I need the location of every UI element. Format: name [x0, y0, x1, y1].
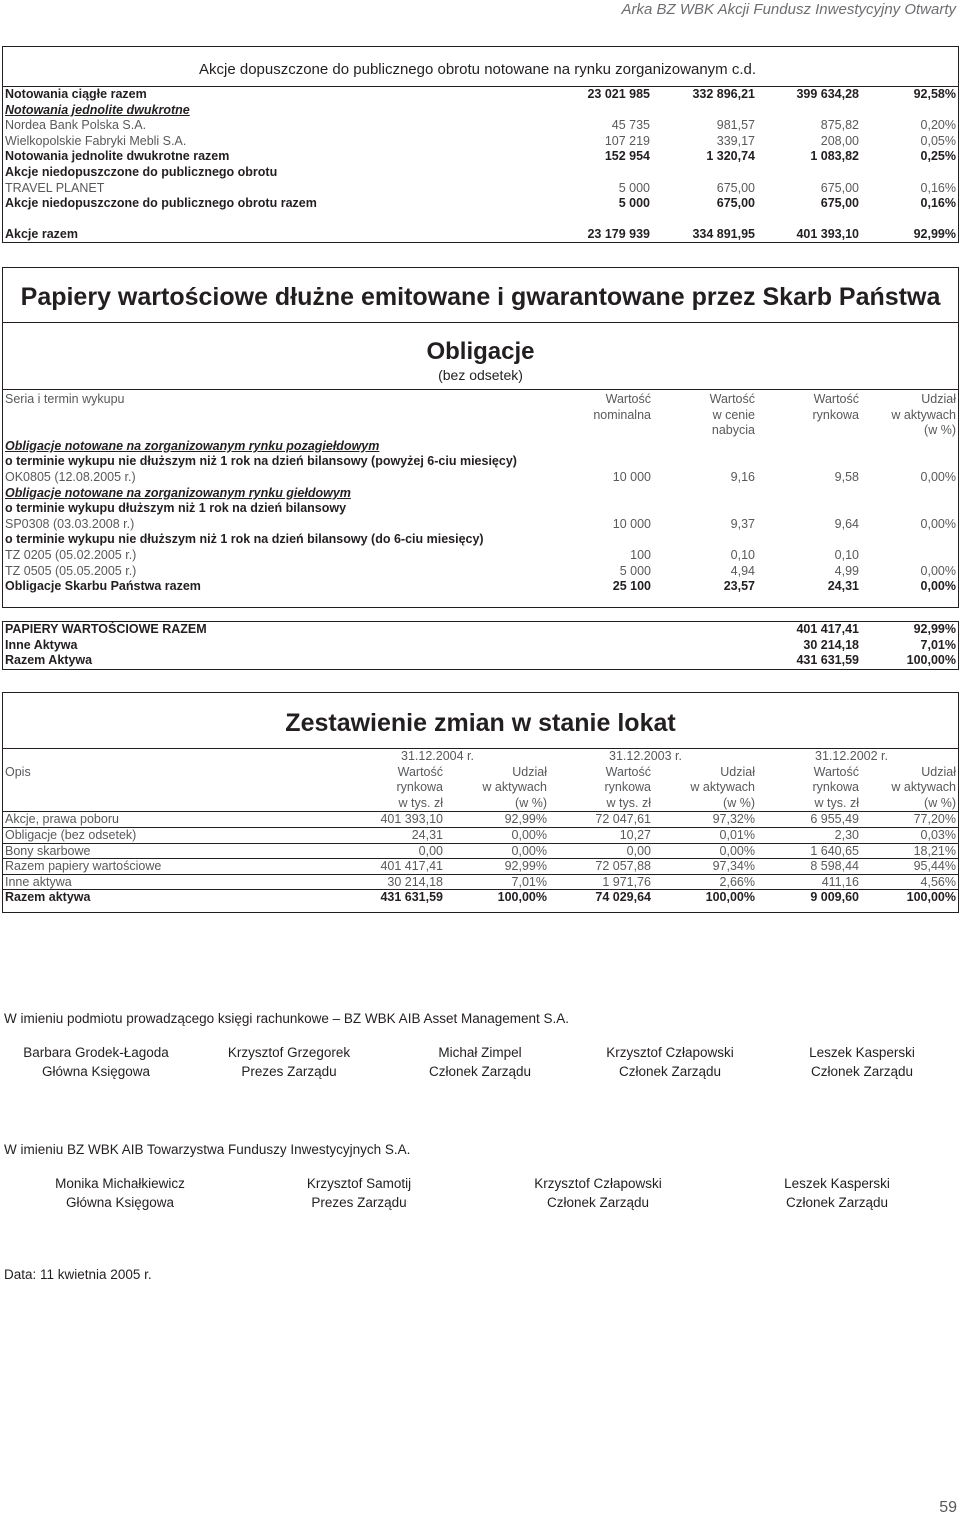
- cell-c2: 981,57: [716, 118, 755, 133]
- total-c2: 334 891,95: [692, 227, 755, 242]
- cell-c4: 0,16%: [920, 180, 956, 195]
- signatory-name: Barbara Grodek-Łagoda: [23, 1045, 169, 1060]
- cell-c3: [755, 454, 859, 470]
- header-cell: (w %): [924, 795, 956, 810]
- bonds-title-box: [2, 267, 959, 323]
- cell-c3: 9,58: [834, 469, 859, 484]
- header-cell: w aktywach: [891, 780, 956, 795]
- equities-caption: Akcje dopuszczone do publicznego obrotu notowane na rynku zorganizowanym c.d.: [199, 61, 757, 78]
- header-cell: [755, 423, 859, 439]
- cell: 72 057,88: [595, 859, 651, 874]
- cell-c1: 5 000: [618, 180, 650, 195]
- signature: [380, 1043, 580, 1081]
- header-cell: nabycia: [711, 423, 755, 438]
- cell-c3: 675,00: [820, 180, 859, 195]
- row-label: Bony skarbowe: [5, 843, 91, 858]
- cell-c3: [755, 103, 859, 119]
- row-label: Razem papiery wartościowe: [5, 859, 162, 874]
- cell: 1 640,65: [810, 843, 859, 858]
- cell-c3: [755, 439, 859, 455]
- cell-c4: [859, 439, 958, 455]
- equities-total-row: [3, 227, 958, 243]
- header-cell: w aktywach: [482, 780, 547, 795]
- header-cell: w tys. zł: [398, 795, 443, 810]
- cell-c1: 10 000: [612, 516, 651, 531]
- cell: 431 631,59: [380, 890, 443, 905]
- cell: 0,00: [418, 843, 443, 858]
- cell: 77,20%: [913, 812, 956, 827]
- row-label: TZ 0505 (05.05.2005 r.): [5, 563, 137, 578]
- signatory-role: Prezes Zarządu: [241, 1064, 337, 1079]
- cell: 92,99%: [504, 812, 547, 827]
- table-row: [3, 501, 958, 517]
- cell-c4: [859, 165, 958, 181]
- signature: [737, 1174, 937, 1212]
- cell: 0,00: [626, 843, 651, 858]
- cell-c3: 875,82: [820, 118, 859, 133]
- cell-c4: 0,00%: [920, 516, 956, 531]
- signatory-role: Członek Zarządu: [810, 1064, 914, 1079]
- cell-c1: [541, 532, 651, 548]
- cell: 4,56%: [920, 874, 956, 889]
- summary-row: [3, 653, 958, 669]
- cell-c3: [755, 165, 859, 181]
- cell-c2: 9,16: [730, 469, 755, 484]
- signatory-role: Członek Zarządu: [428, 1064, 532, 1079]
- row-label: Razem aktywa: [5, 890, 91, 905]
- table-row: [3, 439, 958, 455]
- signatory-role: Członek Zarządu: [618, 1064, 722, 1079]
- row-label: Akcje niedopuszczone do publicznego obrotu: [5, 164, 278, 179]
- header-row: [3, 408, 958, 424]
- signatory-role: Prezes Zarządu: [311, 1195, 407, 1210]
- running-header: Arka BZ WBK Akcji Fundusz Inwestycyjny Otwarty: [621, 1, 956, 18]
- cell-c2: 0,10: [730, 547, 755, 562]
- signature: [20, 1174, 220, 1212]
- summary-row: [3, 638, 958, 654]
- cell-c1: [541, 454, 651, 470]
- row-label: PAPIERY WARTOŚCIOWE RAZEM: [5, 622, 207, 636]
- cell-c4: 0,16%: [920, 196, 956, 211]
- table-row: [3, 118, 958, 134]
- cell-c4: [859, 501, 958, 517]
- signature: [570, 1043, 770, 1081]
- cell-c2: 675,00: [716, 196, 755, 211]
- cell-c2: [650, 103, 755, 119]
- table-row: [3, 454, 958, 470]
- cell-c4: 92,58%: [913, 87, 956, 101]
- header-cell: rynkowa: [812, 780, 859, 795]
- total-c3: 401 393,10: [796, 227, 859, 242]
- cell-c1: 5 000: [618, 196, 650, 211]
- cell: 2,66%: [719, 874, 755, 889]
- header-cell: [3, 780, 339, 796]
- signatory-name: Krzysztof Człapowski: [534, 1176, 662, 1191]
- header-row: [3, 423, 958, 439]
- signatory-name: Krzysztof Grzegorek: [227, 1045, 351, 1060]
- cell: 92,99%: [504, 859, 547, 874]
- header-cell: Udział: [720, 764, 755, 779]
- cell-c3: 675,00: [820, 196, 859, 211]
- header-cell: (w %): [924, 423, 956, 438]
- cell-c1: 10 000: [612, 469, 651, 484]
- row-label: Nordea Bank Polska S.A.: [5, 118, 147, 133]
- row-label: Wielkopolskie Fabryki Mebli S.A.: [5, 133, 187, 148]
- cell: 9 009,60: [810, 890, 859, 905]
- header-row: [3, 765, 958, 781]
- header-cell: Seria i termin wykupu: [5, 392, 125, 406]
- header-cell: Wartość: [605, 764, 651, 779]
- cell-c2: 4,94: [730, 563, 755, 578]
- bonds-header: [3, 389, 958, 439]
- period-date: 31.12.2003 r.: [609, 749, 682, 763]
- cell-c4: 0,05%: [920, 133, 956, 148]
- cell: 411,16: [821, 874, 859, 889]
- cell: 401 417,41: [380, 859, 443, 874]
- cell: 0,03%: [920, 827, 956, 842]
- bonds-table: [2, 322, 959, 608]
- header-cell: Wartość: [813, 392, 859, 406]
- cell-c4: 92,99%: [913, 622, 956, 636]
- date-line: Data: 11 kwietnia 2005 r.: [4, 1267, 152, 1282]
- row-label: o terminie wykupu nie dłuższym niż 1 rok na dzień bilansowy (do 6-ciu miesięcy): [5, 532, 484, 547]
- header-cell: Wartość: [605, 392, 651, 406]
- header-cell: w aktywach: [690, 780, 755, 795]
- cell-c2: [651, 454, 755, 470]
- total-label: Akcje razem: [5, 227, 78, 242]
- cell-c3: 30 214,18: [803, 637, 859, 652]
- cell: 401 393,10: [380, 812, 443, 827]
- cell-c3: 4,99: [834, 563, 859, 578]
- cell-c2: [651, 532, 755, 548]
- cell-c1: 25 100: [612, 579, 651, 594]
- signatory-role: Główna Księgowa: [65, 1195, 175, 1210]
- cell: 30 214,18: [387, 874, 443, 889]
- signature: [498, 1174, 698, 1212]
- total-c4: 92,99%: [913, 227, 956, 242]
- dates-row: [3, 749, 958, 765]
- cell: 97,32%: [712, 812, 755, 827]
- row-label: Razem Aktywa: [5, 653, 93, 668]
- cell: 100,00%: [705, 890, 755, 905]
- signatory-name: Michał Zimpel: [438, 1045, 522, 1060]
- table-row: [3, 181, 958, 197]
- signatory-role: Członek Zarządu: [785, 1195, 889, 1210]
- cell-c4: [859, 548, 958, 564]
- row-label: Obligacje Skarbu Państwa razem: [5, 579, 201, 594]
- table-row: [3, 858, 958, 874]
- bonds-rows: [3, 439, 958, 595]
- header-cell: Udział: [512, 764, 547, 779]
- table-row: [3, 889, 958, 905]
- signature: [189, 1043, 389, 1081]
- bonds-title: Papiery wartościowe dłużne emitowane i gwarantowane przez Skarb Państwa: [20, 283, 941, 311]
- cell: 0,00%: [719, 843, 755, 858]
- cell-c2: [651, 439, 755, 455]
- row-label: Obligacje (bez odsetek): [5, 827, 137, 842]
- cell-c2: 23,57: [723, 579, 755, 594]
- period-date: 31.12.2002 r.: [815, 749, 888, 763]
- cell-c4: 7,01%: [920, 637, 956, 652]
- header-cell: w cenie: [712, 407, 755, 422]
- period-date: 31.12.2004 r.: [401, 749, 474, 763]
- equities-table: [2, 46, 959, 243]
- cell: 74 029,64: [595, 890, 651, 905]
- cell: 97,34%: [712, 859, 755, 874]
- cell: 0,00%: [511, 827, 547, 842]
- cell-c1: 152 954: [604, 149, 650, 164]
- row-label: Notowania jednolite dwukrotne razem: [5, 149, 230, 164]
- row-label: Notowania jednolite dwukrotne: [5, 102, 190, 117]
- cell-c3: 401 417,41: [796, 622, 859, 636]
- page-number: 59: [939, 1499, 957, 1516]
- cell-c1: 107 219: [604, 133, 650, 148]
- cell: 8 598,44: [810, 859, 859, 874]
- header-cell: Opis: [5, 764, 31, 779]
- table-row: [3, 517, 958, 533]
- signatory-name: Monika Michałkiewicz: [55, 1176, 185, 1191]
- table-row: [3, 843, 958, 859]
- header-cell: [541, 423, 651, 439]
- signatory-name: Krzysztof Samotij: [306, 1176, 412, 1191]
- cell-c1: 45 735: [611, 118, 650, 133]
- signatory-name: Krzysztof Człapowski: [606, 1045, 734, 1060]
- cell: 6 955,49: [810, 812, 859, 827]
- cell-c3: [755, 532, 859, 548]
- header-cell: rynkowa: [812, 407, 859, 422]
- header-row: [3, 392, 958, 408]
- header-cell: Wartość: [813, 764, 859, 779]
- row-label: o terminie wykupu dłuższym niż 1 rok na dzień bilansowy: [5, 501, 347, 516]
- cell-c4: [859, 103, 958, 119]
- signatory-role: Główna Księgowa: [41, 1064, 151, 1079]
- bonds-subtitle: Obligacje: [426, 338, 535, 365]
- signatory-name: Leszek Kasperski: [809, 1045, 915, 1060]
- signatures2-intro: W imieniu BZ WBK AIB Towarzystwa Funduszy Inwestycyjnych S.A.: [4, 1142, 411, 1157]
- header-cell: w tys. zł: [606, 795, 651, 810]
- cell: 0,01%: [719, 827, 755, 842]
- table-row: [3, 149, 958, 165]
- cell: 7,01%: [511, 874, 547, 889]
- cell-c4: 0,20%: [920, 118, 956, 133]
- changes-table: [2, 692, 959, 913]
- cell-c1: [540, 165, 650, 181]
- cell-c1: [540, 103, 650, 119]
- row-label: Obligacje notowane na zorganizowanym rynku pozagiełdowym: [5, 438, 380, 453]
- cell-c2: 332 896,21: [692, 87, 755, 101]
- table-row: [3, 548, 958, 564]
- cell-c4: 0,00%: [920, 579, 956, 594]
- header-cell: rynkowa: [604, 780, 651, 795]
- cell-c2: [651, 486, 755, 502]
- cell-c3: 208,00: [820, 133, 859, 148]
- header-cell: Udział: [921, 764, 956, 779]
- cell: 100,00%: [906, 890, 956, 905]
- cell-c2: 1 320,74: [706, 149, 755, 164]
- cell-c4: 100,00%: [906, 653, 956, 668]
- cell-c4: [859, 532, 958, 548]
- header-cell: (w %): [723, 795, 755, 810]
- cell-c1: [541, 439, 651, 455]
- header-cell: [3, 796, 339, 812]
- header-cell: rynkowa: [396, 780, 443, 795]
- row-label: OK0805 (12.08.2005 r.): [5, 469, 136, 484]
- cell: 72 047,61: [595, 812, 651, 827]
- cell-c2: 339,17: [716, 133, 755, 148]
- cell-c3: 9,64: [834, 516, 859, 531]
- equities-rows: [3, 86, 958, 243]
- signature: [259, 1174, 459, 1212]
- table-row: [3, 486, 958, 502]
- header-cell: w aktywach: [891, 407, 956, 422]
- cell-c3: [755, 486, 859, 502]
- header-cell: Wartość: [709, 392, 755, 406]
- header-row: [3, 796, 958, 812]
- cell-c4: 0,00%: [920, 469, 956, 484]
- table-row: [3, 87, 958, 103]
- cell-c1: [541, 501, 651, 517]
- cell-c4: [859, 454, 958, 470]
- cell-c3: 399 634,28: [796, 87, 859, 101]
- header-cell: [3, 749, 334, 765]
- header-cell: w tys. zł: [814, 795, 859, 810]
- cell-c4: 0,25%: [920, 149, 956, 164]
- signature: [0, 1043, 196, 1081]
- changes-title: Zestawienie zmian w stanie lokat: [285, 709, 676, 737]
- cell-c3: 0,10: [834, 547, 859, 562]
- cell-c2: [650, 165, 755, 181]
- cell-c2: 675,00: [716, 180, 755, 195]
- cell: 10,27: [619, 827, 651, 842]
- header-cell: nominalna: [593, 407, 651, 422]
- row-label: TZ 0205 (05.02.2005 r.): [5, 547, 137, 562]
- summary-row: [3, 622, 958, 638]
- total-c1: 23 179 939: [587, 227, 650, 242]
- cell-c2: 9,37: [730, 516, 755, 531]
- bonds-subnote: (bez odsetek): [438, 367, 523, 383]
- header-cell: (w %): [515, 795, 547, 810]
- header-cell: Udział: [921, 392, 956, 406]
- cell: 1 971,76: [602, 874, 651, 889]
- header-cell: [3, 408, 541, 424]
- cell: 2,30: [834, 827, 859, 842]
- table-row: [3, 827, 958, 843]
- summary-table: [2, 621, 959, 670]
- table-row: [3, 103, 958, 119]
- table-row: [3, 564, 958, 580]
- changes-rows: [3, 811, 958, 905]
- row-label: Notowania ciągłe razem: [5, 87, 147, 101]
- cell-c1: [541, 486, 651, 502]
- cell: 24,31: [411, 827, 443, 842]
- table-row: [3, 134, 958, 150]
- header-row: [3, 780, 958, 796]
- row-label: SP0308 (03.03.2008 r.): [5, 516, 135, 531]
- cell-c3: 1 083,82: [810, 149, 859, 164]
- cell: 18,21%: [913, 843, 956, 858]
- cell-c4: 0,00%: [920, 563, 956, 578]
- cell-c1: 23 021 985: [587, 87, 650, 101]
- table-row: [3, 874, 958, 890]
- cell: 95,44%: [913, 859, 956, 874]
- cell: 0,00%: [511, 843, 547, 858]
- row-label: o terminie wykupu nie dłuższym niż 1 rok na dzień bilansowy (powyżej 6-ciu miesięcy): [5, 454, 517, 469]
- signatory-name: Leszek Kasperski: [784, 1176, 890, 1191]
- changes-header: [3, 748, 958, 811]
- row-label: Akcje niedopuszczone do publicznego obrotu razem: [5, 196, 317, 211]
- table-row: [3, 196, 958, 212]
- signatures1-intro: W imieniu podmiotu prowadzącego księgi rachunkowe – BZ WBK AIB Asset Management S.A.: [4, 1011, 570, 1026]
- table-row: [3, 579, 958, 595]
- table-row: [3, 470, 958, 486]
- row-label: Inne aktywa: [5, 874, 72, 889]
- cell-c2: [651, 501, 755, 517]
- cell-c3: [755, 501, 859, 517]
- cell-c3: 24,31: [827, 579, 859, 594]
- cell-c1: 100: [630, 547, 651, 562]
- header-cell: [3, 423, 541, 439]
- table-row: [3, 811, 958, 827]
- table-row: [3, 165, 958, 181]
- cell-c3: 431 631,59: [796, 653, 859, 668]
- header-cell: Wartość: [397, 764, 443, 779]
- table-row: [3, 532, 958, 548]
- cell-c4: [859, 486, 958, 502]
- signature: [762, 1043, 960, 1081]
- row-label: Obligacje notowane na zorganizowanym rynku giełdowym: [5, 485, 351, 500]
- row-label: Akcje, prawa poboru: [5, 812, 119, 827]
- cell-c1: 5 000: [619, 563, 651, 578]
- row-label: Inne Aktywa: [5, 637, 78, 652]
- cell: 100,00%: [497, 890, 547, 905]
- signatory-role: Członek Zarządu: [546, 1195, 650, 1210]
- row-label: TRAVEL PLANET: [5, 180, 105, 195]
